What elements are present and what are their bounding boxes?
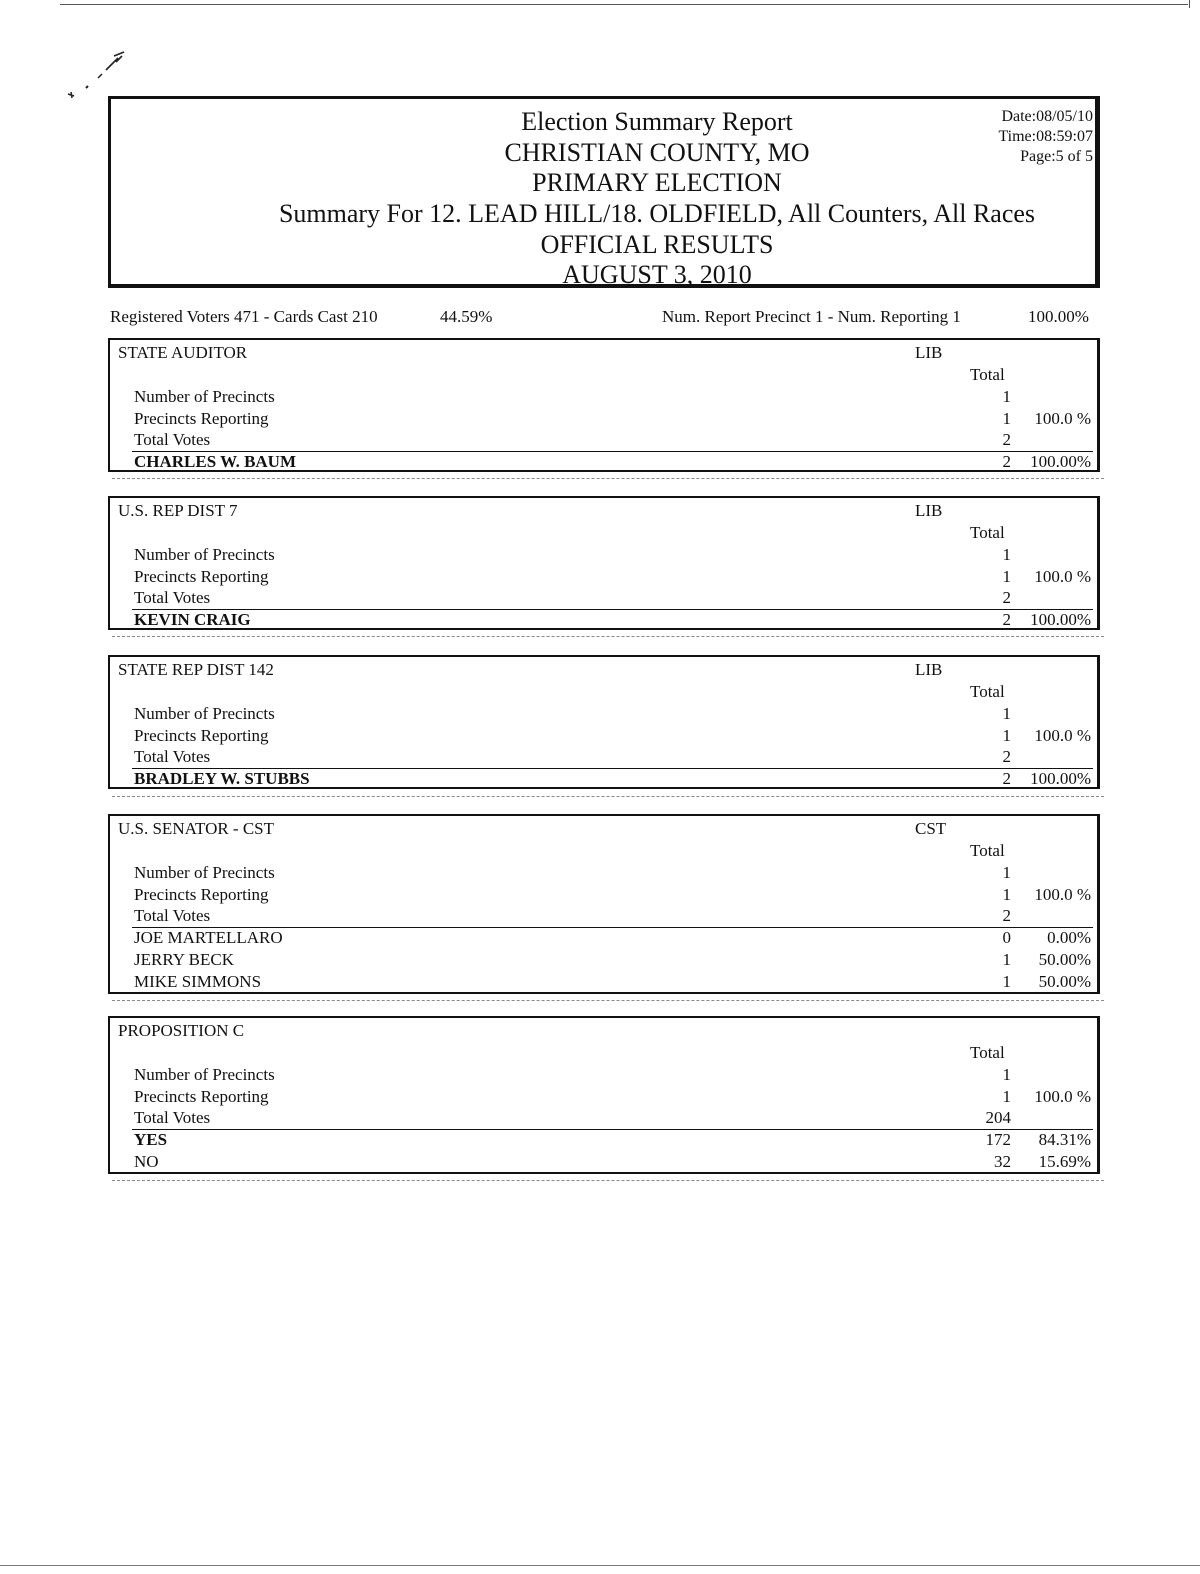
report-title: Election Summary Report bbox=[521, 107, 793, 136]
candidate-row bbox=[110, 1151, 1097, 1173]
candidate-votes: 2 bbox=[1002, 610, 1011, 629]
page-number: Page:5 of 5 bbox=[1020, 148, 1093, 165]
scan-edge-bottom bbox=[0, 1565, 1200, 1566]
scan-artifact-line bbox=[112, 1000, 1104, 1001]
scan-artifact-line bbox=[112, 796, 1104, 797]
race-title: U.S. SENATOR - CST bbox=[118, 819, 275, 838]
race-party: LIB bbox=[915, 343, 943, 362]
race-party: LIB bbox=[915, 501, 943, 520]
race-us-senator-cst bbox=[108, 814, 1100, 994]
race-proposition-c bbox=[108, 1016, 1100, 1174]
total-column-header: Total bbox=[970, 682, 1005, 701]
race-title: STATE REP DIST 142 bbox=[118, 660, 274, 679]
candidate-votes: 172 bbox=[985, 1130, 1011, 1149]
candidate-percent: 84.31% bbox=[1038, 1130, 1091, 1149]
county-name: CHRISTIAN COUNTY, MO bbox=[504, 138, 810, 167]
candidate-votes: 0 bbox=[1002, 928, 1011, 947]
scan-artifact-line bbox=[112, 478, 1104, 479]
number-of-precincts-row: Number of Precincts 1 bbox=[134, 545, 1011, 564]
candidate-percent: 0.00% bbox=[1047, 928, 1091, 947]
number-of-precincts-row: Number of Precincts 1 bbox=[134, 1065, 1011, 1084]
report-date: Date:08/05/10 bbox=[1001, 108, 1093, 125]
candidate-percent: 100.00% bbox=[1030, 610, 1091, 629]
candidate-name: YES bbox=[134, 1130, 168, 1149]
candidate-name: JERRY BECK bbox=[134, 950, 234, 969]
precincts-reporting-row: Precincts Reporting 1 100.0 % bbox=[134, 409, 1091, 428]
race-party: LIB bbox=[915, 660, 943, 679]
candidate-percent: 100.00% bbox=[1030, 769, 1091, 788]
race-party: CST bbox=[915, 819, 947, 838]
number-of-precincts-row: Number of Precincts 1 bbox=[134, 704, 1011, 723]
candidate-row bbox=[110, 1129, 1097, 1151]
candidate-row bbox=[110, 927, 1097, 949]
precincts-reporting-summary: Num. Report Precinct 1 - Num. Reporting 1 bbox=[662, 307, 961, 326]
candidate-row bbox=[110, 451, 1097, 473]
candidate-row bbox=[110, 768, 1097, 790]
candidate-percent: 50.00% bbox=[1038, 972, 1091, 991]
total-votes-row: Total Votes 204 bbox=[134, 1108, 1011, 1127]
election-type: PRIMARY ELECTION bbox=[532, 168, 782, 197]
total-column-header: Total bbox=[970, 365, 1005, 384]
summary-scope: Summary For 12. LEAD HILL/18. OLDFIELD, All Counters, All Races bbox=[278, 199, 1036, 228]
total-votes-row: Total Votes 2 bbox=[134, 430, 1011, 449]
total-votes-row: Total Votes 2 bbox=[134, 747, 1011, 766]
candidate-percent: 15.69% bbox=[1038, 1152, 1091, 1171]
race-title: U.S. REP DIST 7 bbox=[118, 501, 238, 520]
race-us-rep-dist-7 bbox=[108, 496, 1100, 630]
scan-edge-right bbox=[1189, 0, 1190, 8]
candidate-name: BRADLEY W. STUBBS bbox=[134, 769, 310, 788]
candidate-name: NO bbox=[134, 1152, 159, 1171]
precincts-reporting-row: Precincts Reporting 1 100.0 % bbox=[134, 885, 1091, 904]
race-state-auditor bbox=[108, 338, 1100, 472]
candidate-votes: 2 bbox=[1002, 452, 1011, 471]
total-column-header: Total bbox=[970, 1043, 1005, 1062]
total-column-header: Total bbox=[970, 523, 1005, 542]
number-of-precincts-row: Number of Precincts 1 bbox=[134, 863, 1011, 882]
candidate-votes: 1 bbox=[1002, 972, 1011, 991]
candidate-name: KEVIN CRAIG bbox=[134, 610, 251, 629]
scan-edge-top bbox=[60, 4, 1188, 5]
precincts-reporting-row: Precincts Reporting 1 100.0 % bbox=[134, 567, 1091, 586]
race-title: STATE AUDITOR bbox=[118, 343, 248, 362]
precincts-reporting-row: Precincts Reporting 1 100.0 % bbox=[134, 726, 1091, 745]
registered-voters-cards-cast: Registered Voters 471 - Cards Cast 210 bbox=[110, 307, 378, 326]
report-header-box bbox=[108, 96, 1100, 288]
total-votes-row: Total Votes 2 bbox=[134, 906, 1011, 925]
candidate-name: CHARLES W. BAUM bbox=[134, 452, 297, 471]
results-status: OFFICIAL RESULTS bbox=[540, 230, 774, 259]
turnout-percent: 44.59% bbox=[440, 307, 493, 326]
report-time: Time:08:59:07 bbox=[998, 128, 1093, 145]
candidate-row bbox=[110, 971, 1097, 993]
candidate-row bbox=[110, 609, 1097, 631]
candidate-votes: 32 bbox=[994, 1152, 1011, 1171]
precincts-reporting-row: Precincts Reporting 1 100.0 % bbox=[134, 1087, 1091, 1106]
total-votes-row: Total Votes 2 bbox=[134, 588, 1011, 607]
candidate-name: MIKE SIMMONS bbox=[134, 972, 262, 991]
precincts-reporting-percent: 100.00% bbox=[1028, 307, 1089, 326]
number-of-precincts-row: Number of Precincts 1 bbox=[134, 387, 1011, 406]
candidate-votes: 2 bbox=[1002, 769, 1011, 788]
candidate-percent: 100.00% bbox=[1030, 452, 1091, 471]
race-state-rep-dist-142 bbox=[108, 655, 1100, 789]
candidate-votes: 1 bbox=[1002, 950, 1011, 969]
candidate-row bbox=[110, 949, 1097, 971]
race-title: PROPOSITION C bbox=[118, 1021, 245, 1040]
scan-artifact-line bbox=[112, 1180, 1104, 1181]
candidate-percent: 50.00% bbox=[1038, 950, 1091, 969]
candidate-name: JOE MARTELLARO bbox=[134, 928, 283, 947]
election-date: AUGUST 3, 2010 bbox=[562, 260, 752, 289]
total-column-header: Total bbox=[970, 841, 1005, 860]
scan-artifact-line bbox=[112, 636, 1104, 637]
